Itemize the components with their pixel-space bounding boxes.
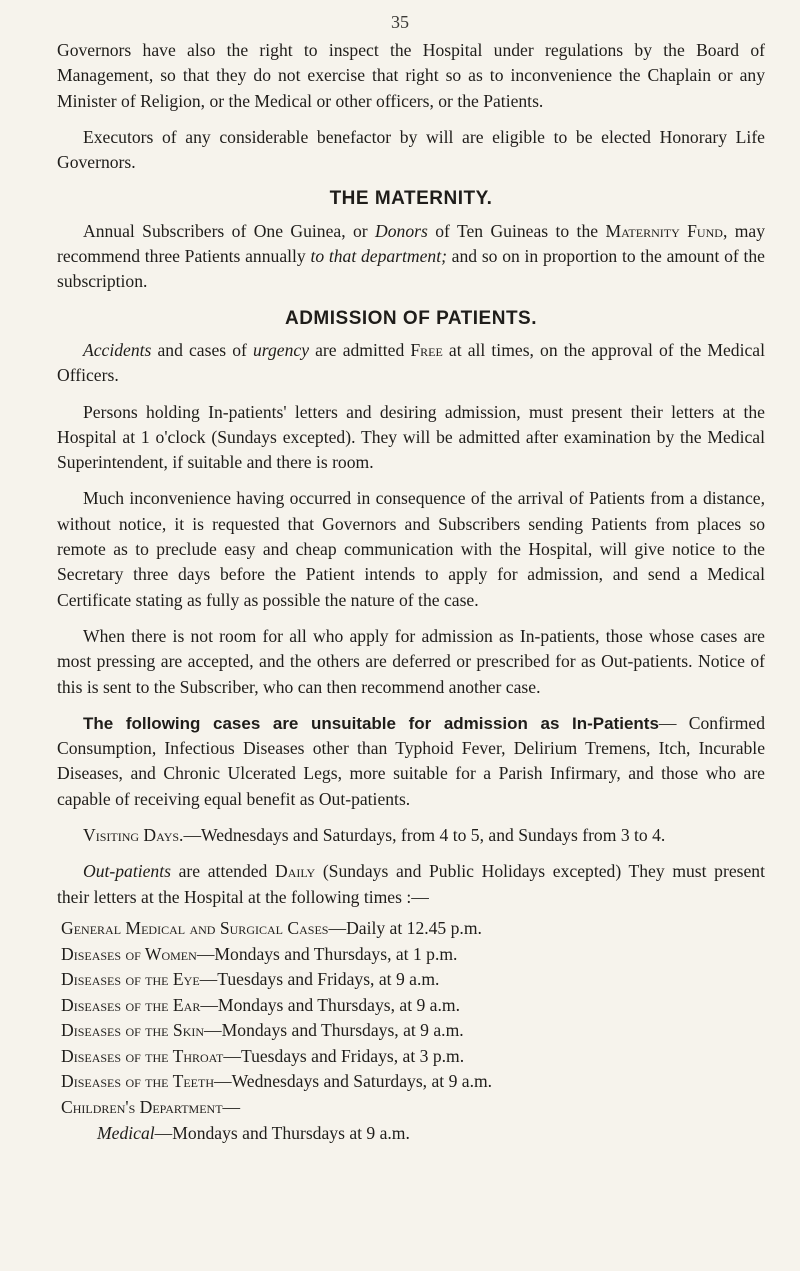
visiting-days-paragraph: Visiting Days.—Wednesdays and Saturdays, from 4 to 5, and Sundays from 3 to 4. [83, 825, 666, 846]
no-room-paragraph: When there is not room for all who apply for admission as In-patients, those whose cases are most pressing are accepted, and the others are deferred or prescribed for as Out-patients. Notice of this is sent to the Subscriber, who can then recommend another case. [57, 625, 765, 697]
admission-heading: ADMISSION OF PATIENTS. [284, 307, 538, 329]
outpatient-schedule [57, 916, 765, 1146]
maternity-paragraph: Annual Subscribers of One Guinea, or Donors of Ten Guineas to the Maternity Fund, may recommend three Patients annually to that department; and so on in proportion to the amount of the subscription. [57, 220, 766, 292]
inpatients-paragraph: Persons holding In-patients' letters and desiring admission, must present their letters at the Hospital at 1 o'clock (Sundays excepted). They will be admitted after examination by the Medical Superintendent, if suitable and there is room. [57, 401, 765, 473]
schedule-item: Diseases of Women—Mondays and Thursdays, at 1 p.m. [61, 943, 458, 964]
page-number: 35 [391, 12, 409, 32]
governors-paragraph: Governors have also the right to inspect the Hospital under regulations by the Board of Management, so that they do not exercise that right so as to inconvenience the Chaplain or any Minister of Religion, or the Medical or other officers, or the Patients. [57, 40, 765, 111]
executors-paragraph: Executors of any considerable benefactor by will are eligible to be elected Honorary Life Governors. [57, 126, 765, 173]
schedule-item: Diseases of the Skin—Mondays and Thursdays, at 9 a.m. [61, 1020, 464, 1041]
maternity-heading: THE MATERNITY. [329, 188, 493, 210]
schedule-item: General Medical and Surgical Cases—Daily at 12.45 p.m. [61, 917, 482, 938]
schedule-item: Children's Department— [61, 1097, 241, 1118]
accidents-paragraph: Accidents and cases of urgency are admitted Free at all times, on the approval of the Medical Officers. [57, 339, 765, 386]
schedule-item: Diseases of the Throat—Tuesdays and Fridays, at 3 p.m. [61, 1045, 465, 1066]
schedule-item: Diseases of the Teeth—Wednesdays and Saturdays, at 9 a.m. [61, 1071, 493, 1092]
page-body [57, 38, 765, 1146]
outpatients-paragraph: Out-patients are attended Daily (Sundays and Public Holidays excepted) They must present their letters at the Hospital at the following times :— [57, 861, 765, 907]
unsuitable-paragraph: The following cases are unsuitable for admission as In-Patients— Confirmed Consumption, Infectious Diseases other than Typhoid Fever, Delirium Tremens, Itch, Incurable Diseases, and Chronic Ulcerated Legs, more suitable for a Parish Infirmary, and those who are capable of receiving equal benefit as Out-patients. [57, 712, 765, 809]
distance-paragraph: Much inconvenience having occurred in consequence of the arrival of Patients from a distance, without notice, it is requested that Governors and Subscribers sending Patients from places so remote as to preclude easy and cheap communication with the Hospital, will give notice to the Secretary three days before the Patient intends to apply for admission, and send a Medical Certificate stating as fully as possible the nature of the case. [57, 488, 765, 610]
schedule-subitem: Medical—Mondays and Thursdays at 9 a.m. [97, 1122, 410, 1143]
schedule-item: Diseases of the Ear—Mondays and Thursdays, at 9 a.m. [61, 994, 460, 1015]
schedule-item: Diseases of the Eye—Tuesdays and Fridays, at 9 a.m. [61, 969, 440, 990]
